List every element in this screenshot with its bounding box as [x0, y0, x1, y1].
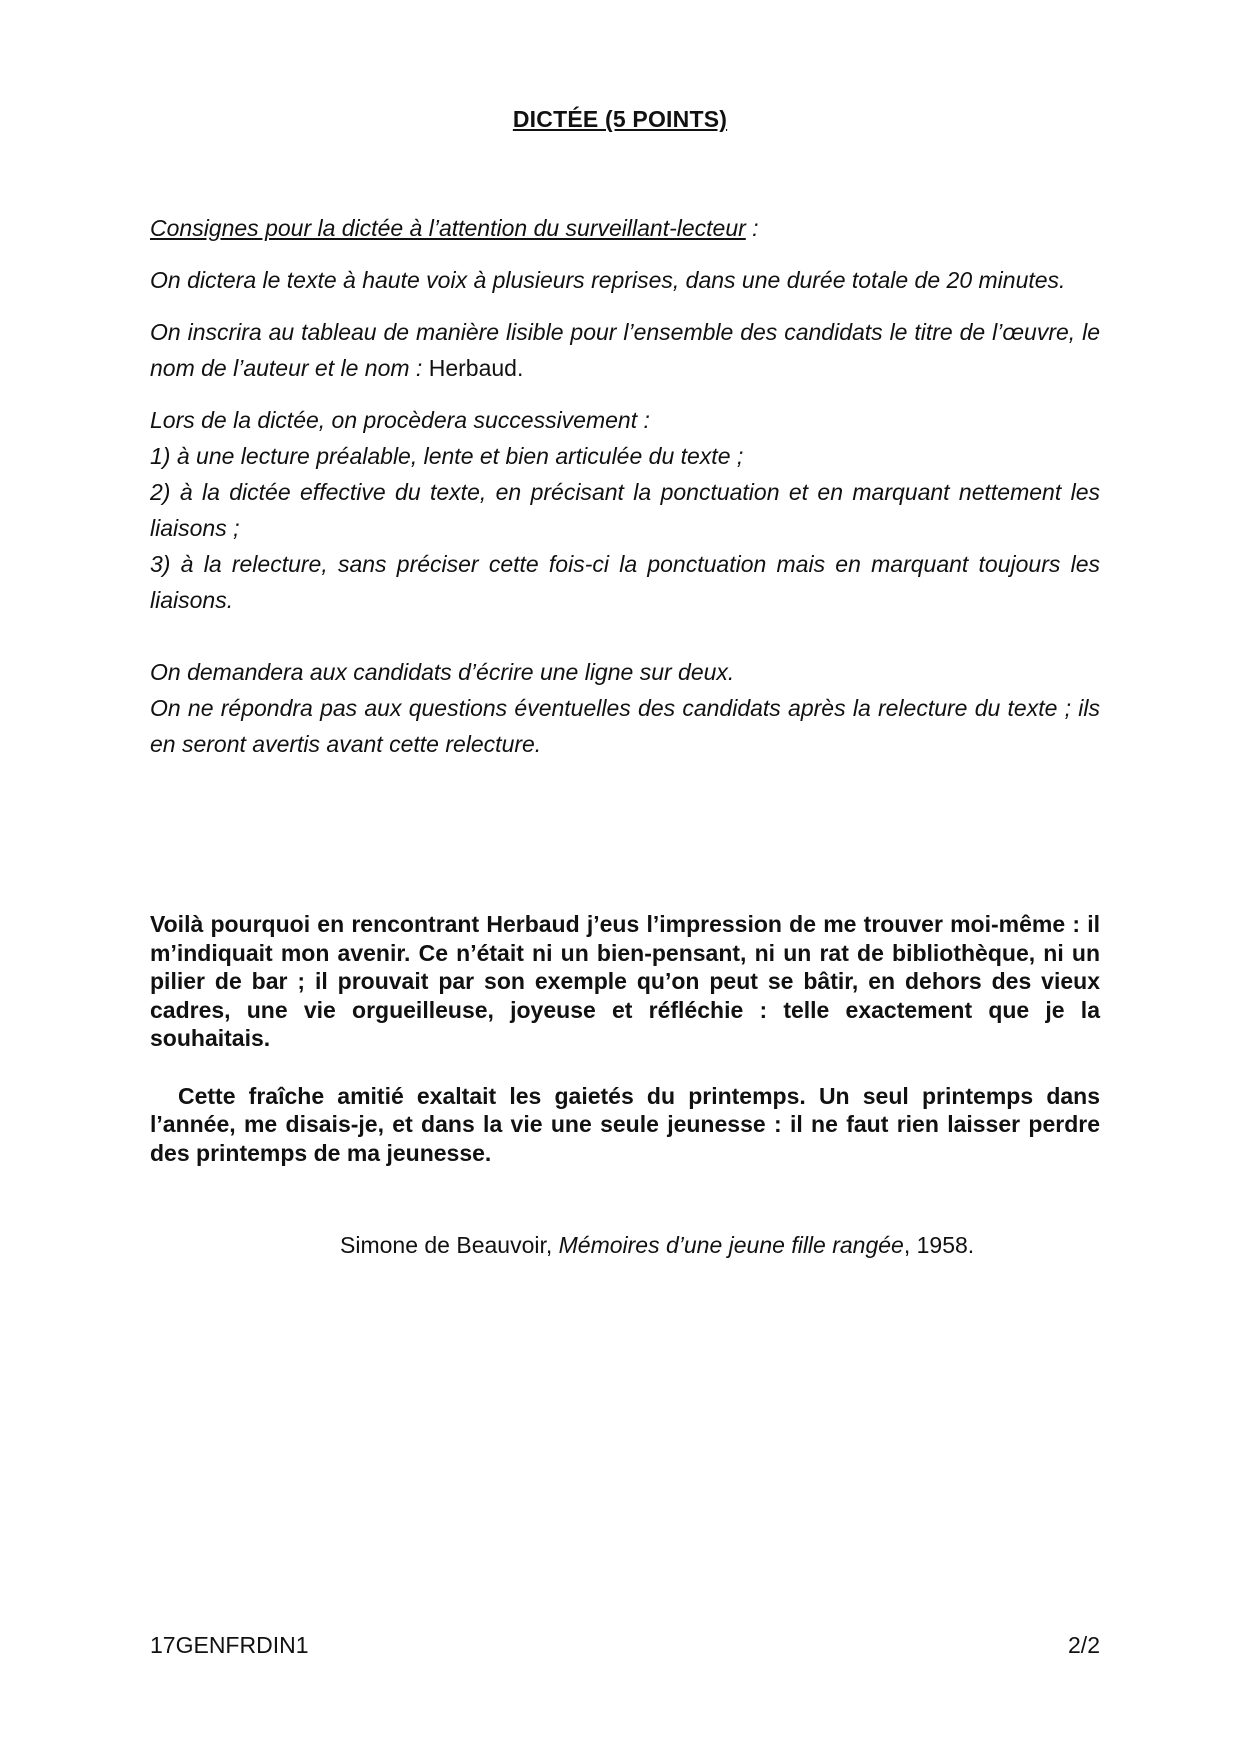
instruction-board-name: Herbaud. [428, 355, 524, 381]
footer-document-code: 17GENFRDIN1 [150, 1632, 309, 1658]
instruction-step-3: 3) à la relecture, sans préciser cette fois-ci la ponctuation mais en marquant toujours les liaisons. [150, 551, 1100, 613]
dictation-text [150, 910, 1100, 1167]
dictation-instructions [150, 210, 1100, 762]
dictation-paragraph-2: Cette fraîche amitié exaltait les gaietés du printemps. Un seul printemps dans l’année, me disais-je, et dans la vie une seule jeunesse : il ne faut rien laisser perdre des printemps de ma jeunesse. [150, 1082, 1100, 1166]
instruction-line-spacing: On demandera aux candidats d’écrire une ligne sur deux. [150, 659, 735, 685]
instruction-procedure-intro: Lors de la dictée, on procèdera successivement : [150, 407, 650, 433]
citation-work-title: Mémoires d’une jeune fille rangée [558, 1232, 904, 1258]
instructions-heading-colon: : [745, 215, 759, 241]
instruction-board-text: On inscrira au tableau de manière lisible pour l’ensemble des candidats le titre de l’œuvre, le nom de l’auteur et le nom : [150, 319, 1100, 381]
instruction-duration: On dictera le texte à haute voix à plusieurs reprises, dans une durée totale de 20 minutes. [150, 267, 1066, 293]
instruction-step-2: 2) à la dictée effective du texte, en précisant la ponctuation et en marquant nettement les liaisons ; [150, 479, 1100, 541]
page-title: DICTÉE (5 POINTS) [512, 106, 728, 132]
instruction-questions: On ne répondra pas aux questions éventuelles des candidats après la relecture du texte ; ils en seront avertis avant cette relecture. [150, 695, 1100, 757]
citation-year: , 1958. [903, 1232, 975, 1258]
dictation-paragraph-1: Voilà pourquoi en rencontrant Herbaud j’eus l’impression de me trouver moi-même : il m’indiquait mon avenir. Ce n’était ni un bien-pensant, ni un rat de bibliothèque, ni un pilier de bar ; il prouvait par son exemple qu’on peut se bâtir, en dehors des vieux cadres, une vie orgueilleuse, joyeuse et réfléchie : telle exactement que je la souhaitais. [150, 911, 1100, 1051]
source-citation [340, 1230, 1100, 1260]
instruction-board [150, 314, 1100, 386]
footer-page-number: 2/2 [1068, 1632, 1100, 1658]
citation-author: Simone de Beauvoir, [340, 1232, 559, 1258]
instructions-heading [150, 210, 1100, 246]
instructions-heading-text: Consignes pour la dictée à l’attention du surveillant-lecteur [150, 215, 746, 241]
instruction-step-1: 1) à une lecture préalable, lente et bien articulée du texte ; [150, 443, 744, 469]
